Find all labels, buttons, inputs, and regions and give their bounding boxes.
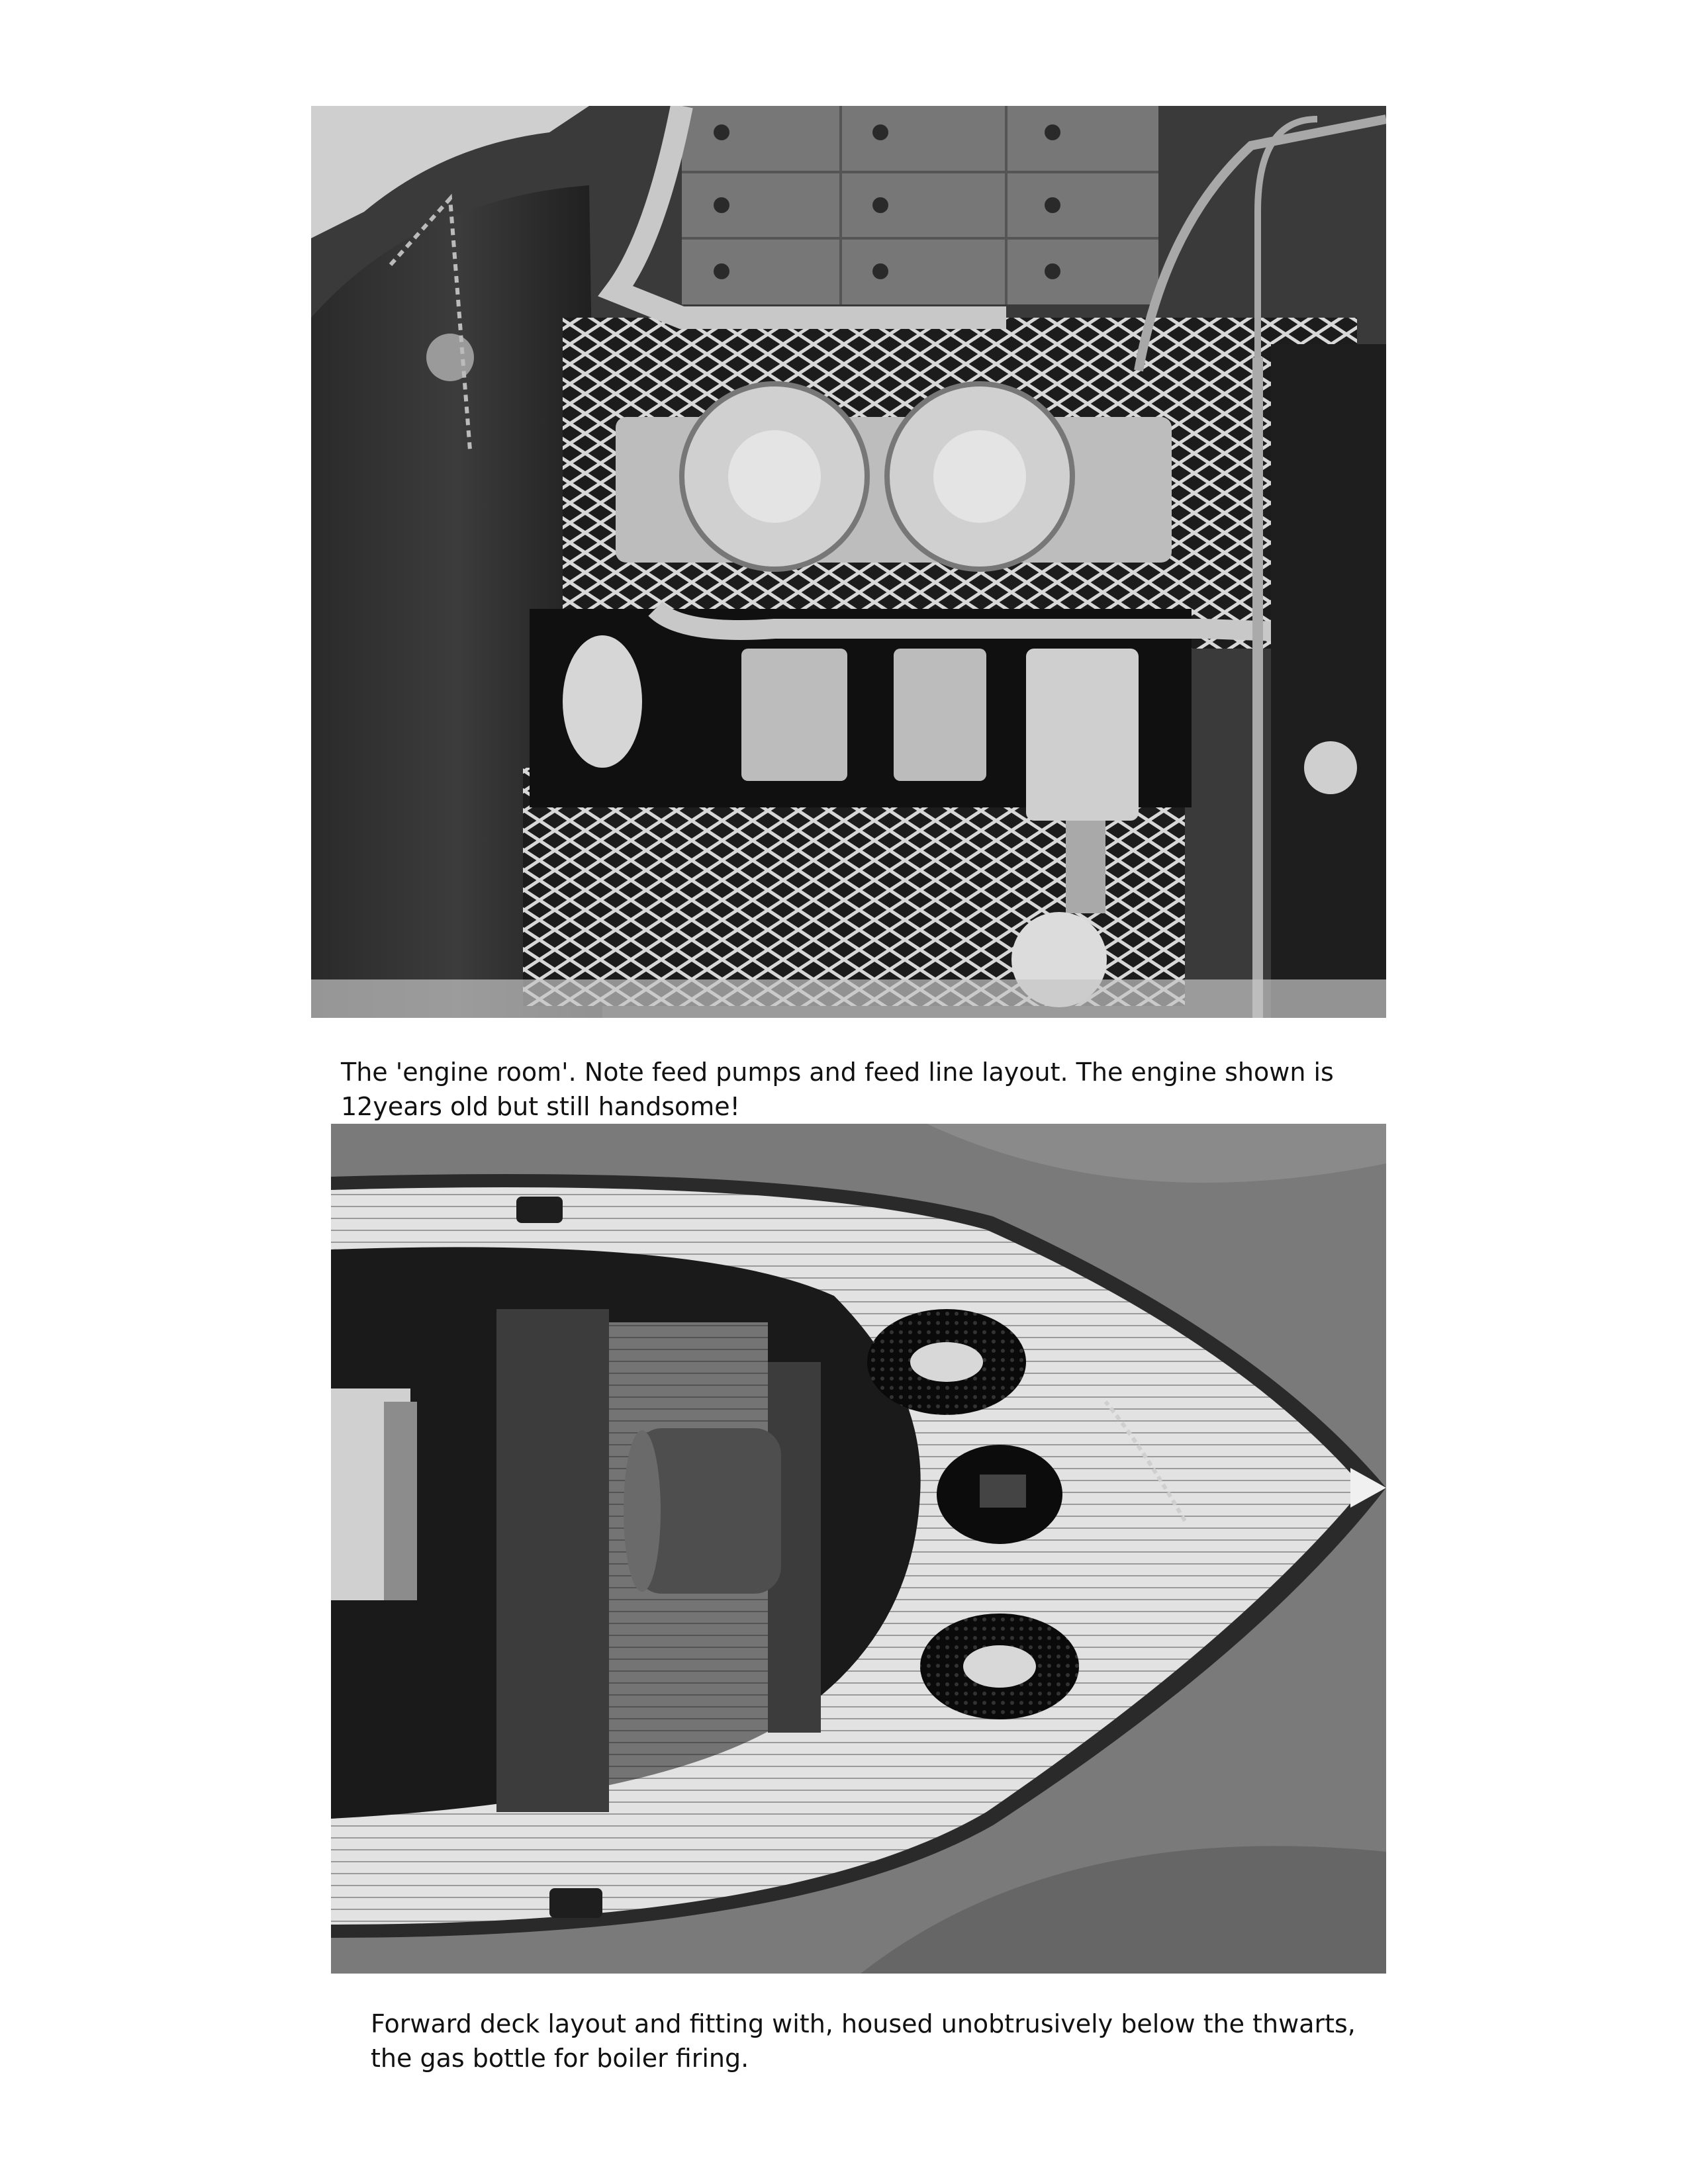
engine-room-caption: The 'engine room'. Note feed pumps and feed line layout. The engine shown is 12years old but still handsome! [341, 1058, 1334, 1121]
forward-deck-photo [331, 1124, 1386, 1974]
engine-room-photo [311, 106, 1386, 1018]
forward-deck-caption: Forward deck layout and fitting with, housed unobtrusively below the thwarts, the gas bottle for boiler firing. [371, 2009, 1356, 2073]
